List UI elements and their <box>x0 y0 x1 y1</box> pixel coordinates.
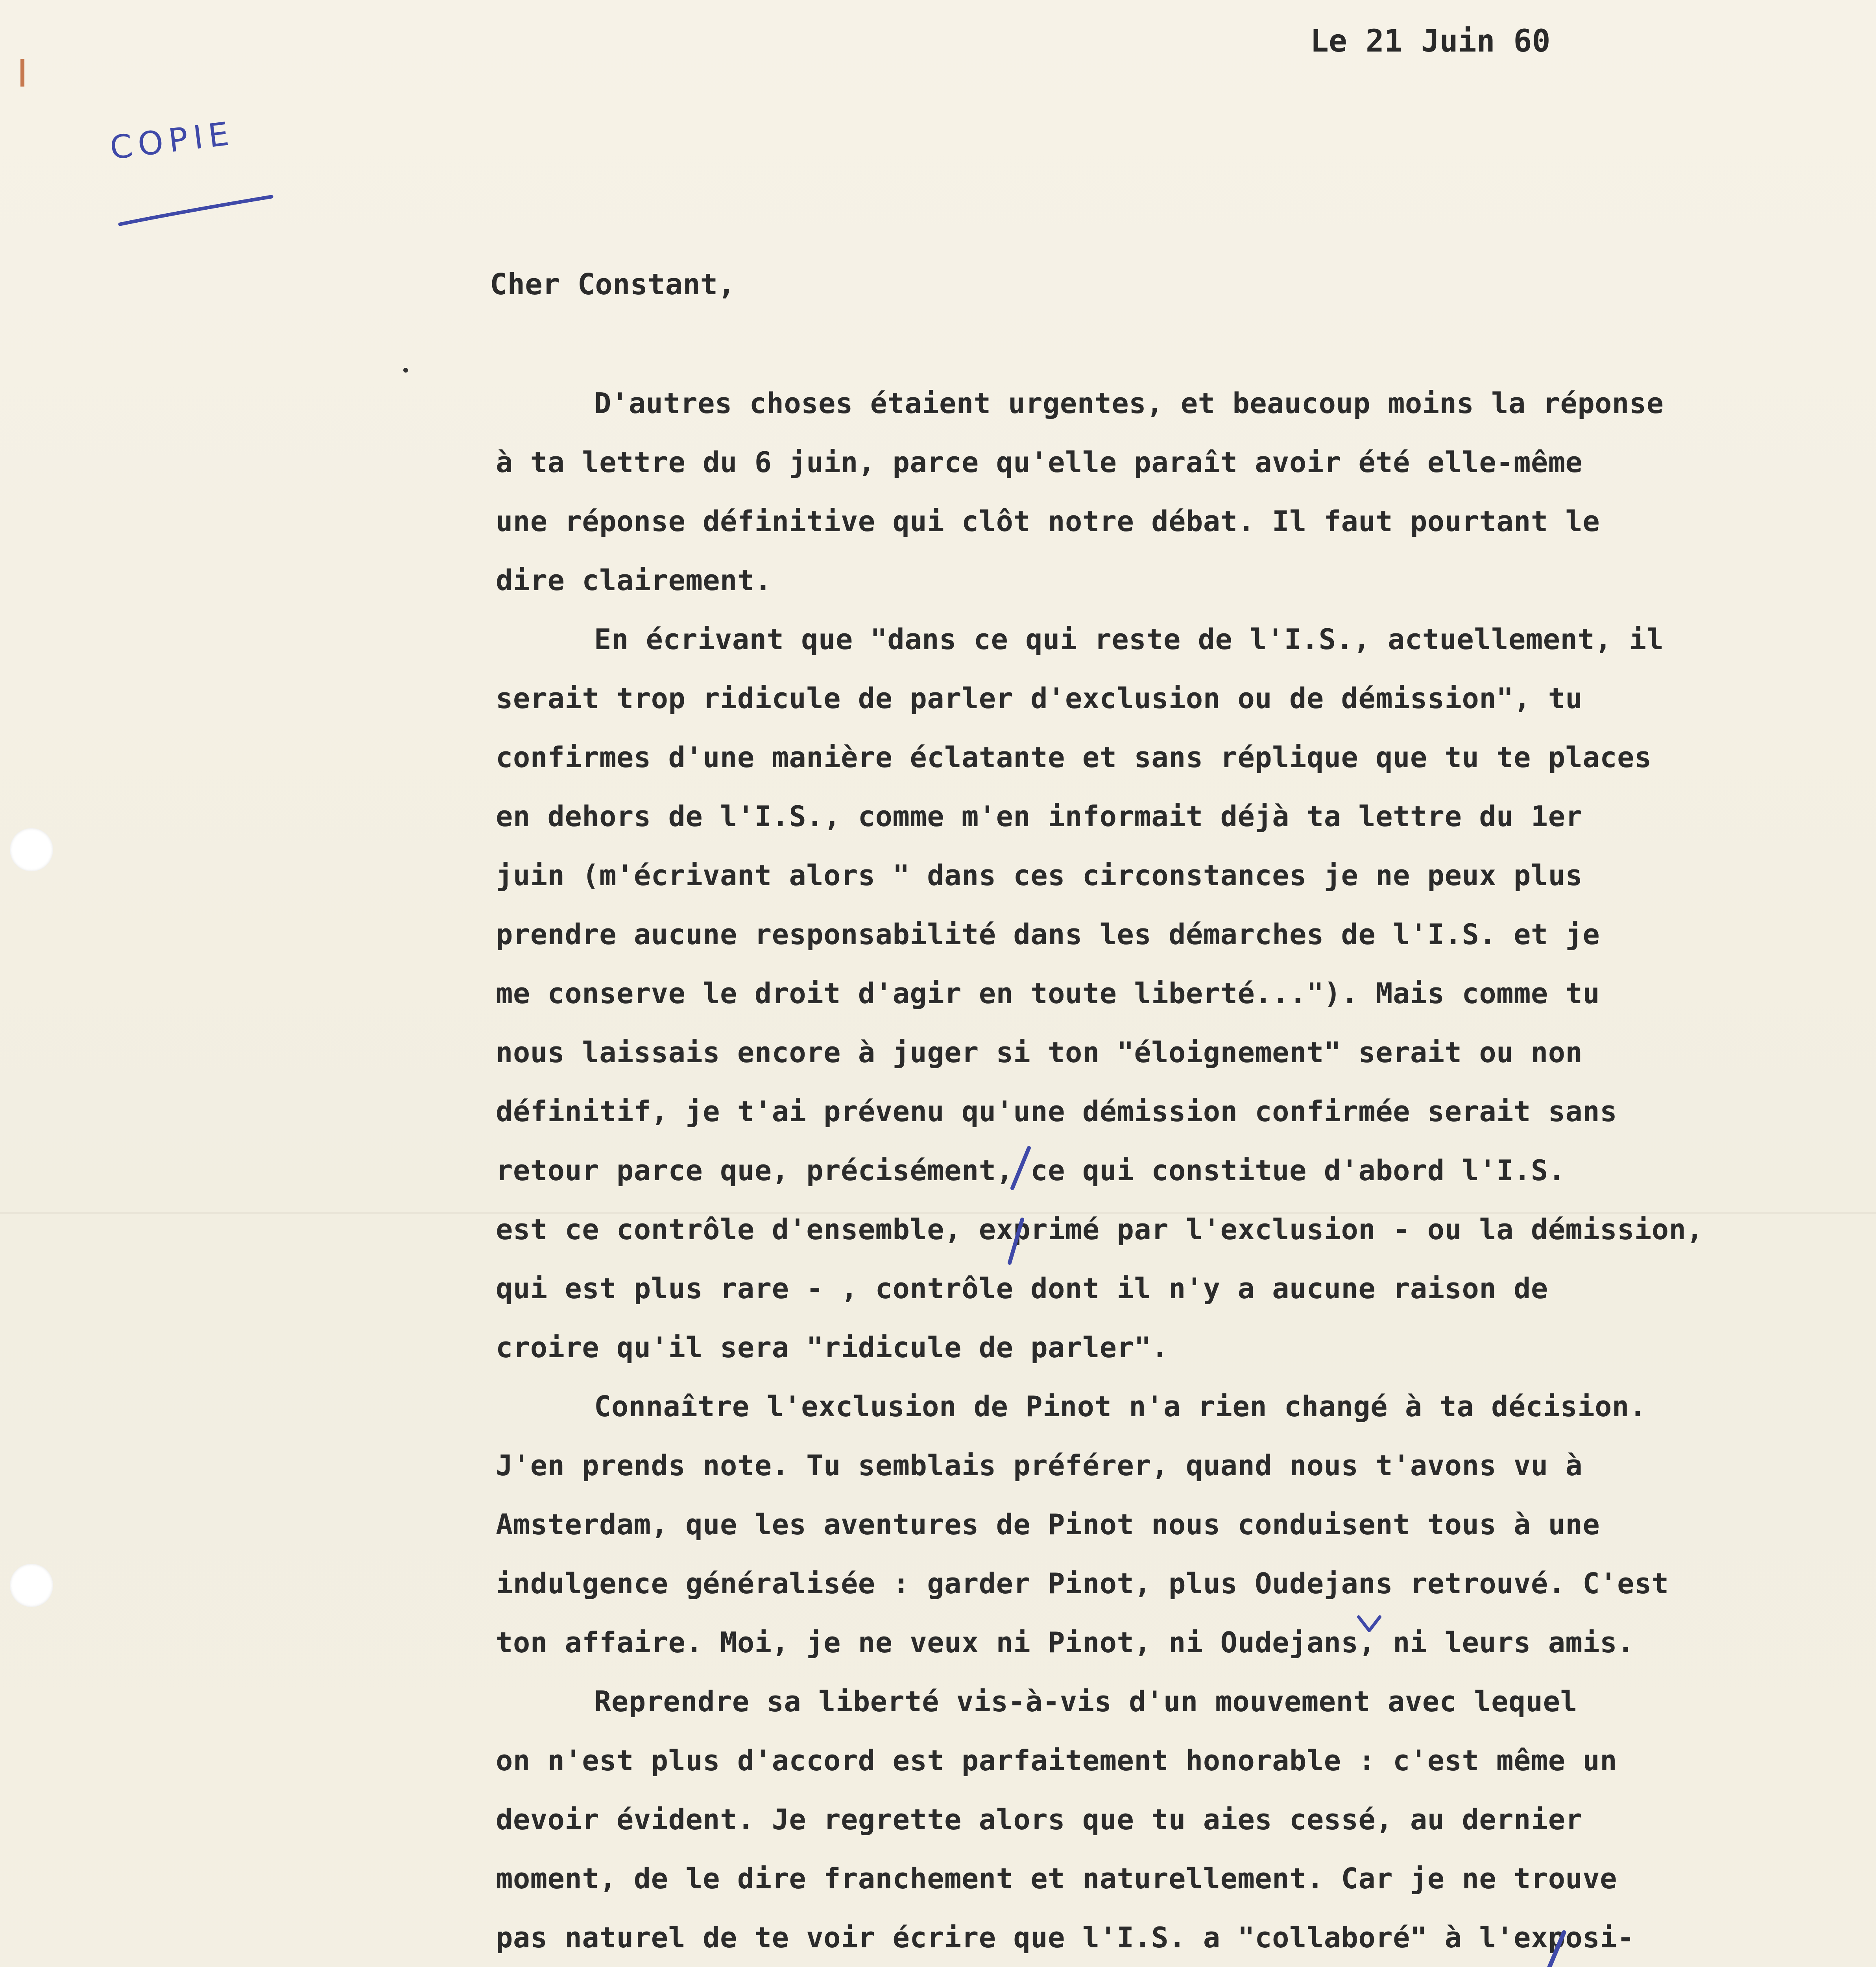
letter-body <box>496 374 1857 1967</box>
body-line: à ta lettre du 6 juin, parce qu'elle paraît avoir été elle-même <box>496 446 1583 479</box>
copie-underline-stroke <box>118 193 275 228</box>
pen-correction-quote <box>1536 1928 1572 1967</box>
punch-hole-lower <box>10 1564 53 1607</box>
body-line: qui est plus rare - , contrôle dont il n'y a aucune raison de <box>496 1272 1548 1305</box>
body-line: retour parce que, précisément, ce qui constitue d'abord l'I.S. <box>496 1154 1566 1187</box>
body-line: En écrivant que "dans ce qui reste de l'I.S., actuellement, il <box>594 623 1664 656</box>
body-line: une réponse définitive qui clôt notre débat. Il faut pourtant le <box>496 505 1600 538</box>
ink-speck <box>403 368 408 373</box>
body-line: on n'est plus d'accord est parfaitement honorable : c'est même un <box>496 1744 1617 1777</box>
salutation: Cher Constant, <box>490 268 735 301</box>
body-line: confirmes d'une manière éclatante et sans réplique que tu te places <box>496 741 1652 774</box>
body-line: serait trop ridicule de parler d'exclusion ou de démission", tu <box>496 682 1583 715</box>
body-line: moment, de le dire franchement et naturellement. Car je ne trouve <box>496 1862 1617 1895</box>
body-line: juin (m'écrivant alors " dans ces circonstances je ne peux plus <box>496 859 1583 892</box>
letter-date: Le 21 Juin 60 <box>1310 24 1551 59</box>
body-line: Reprendre sa liberté vis-à-vis d'un mouvement avec lequel <box>594 1685 1578 1718</box>
pen-correction-slash <box>1005 1145 1037 1192</box>
pen-correction-accent <box>1355 1613 1383 1637</box>
body-line: indulgence généralisée : garder Pinot, plus Oudejans retrouvé. C'est <box>496 1567 1669 1600</box>
body-line: définitif, je t'ai prévenu qu'une démission confirmée serait sans <box>496 1095 1617 1128</box>
body-line: Connaître l'exclusion de Pinot n'a rien changé à ta décision. <box>594 1390 1647 1423</box>
body-line: Amsterdam, que les aventures de Pinot nous conduisent tous à une <box>496 1508 1600 1541</box>
copie-annotation <box>106 114 271 232</box>
body-line: devoir évident. Je regrette alors que tu aies cessé, au dernier <box>496 1803 1583 1836</box>
pen-correction-comma <box>999 1216 1031 1271</box>
body-line: J'en prends note. Tu semblais préférer, quand nous t'avons vu à <box>496 1449 1583 1482</box>
body-line: nous laissais encore à juger si ton "éloignement" serait ou non <box>496 1036 1583 1069</box>
punch-hole-upper <box>10 828 53 871</box>
body-line: pas naturel de te voir écrire que l'I.S. a "collaboré" à l'exposi- <box>496 1921 1634 1954</box>
body-line: ton affaire. Moi, je ne veux ni Pinot, ni Oudejans, ni leurs amis. <box>496 1626 1634 1659</box>
body-line: me conserve le droit d'agir en toute liberté..."). Mais comme tu <box>496 977 1600 1010</box>
body-line: est ce contrôle d'ensemble, exprimé par l'exclusion - ou la démission, <box>496 1213 1704 1246</box>
body-line: dire clairement. <box>496 564 772 597</box>
body-line: D'autres choses étaient urgentes, et beaucoup moins la réponse <box>594 387 1664 420</box>
body-line: en dehors de l'I.S., comme m'en informait déjà ta lettre du 1er <box>496 800 1583 833</box>
rust-stain <box>20 59 24 87</box>
body-line: croire qu'il sera "ridicule de parler". <box>496 1331 1169 1364</box>
body-line: prendre aucune responsabilité dans les démarches de l'I.S. et je <box>496 918 1600 951</box>
copie-label: COPIE <box>108 114 236 167</box>
